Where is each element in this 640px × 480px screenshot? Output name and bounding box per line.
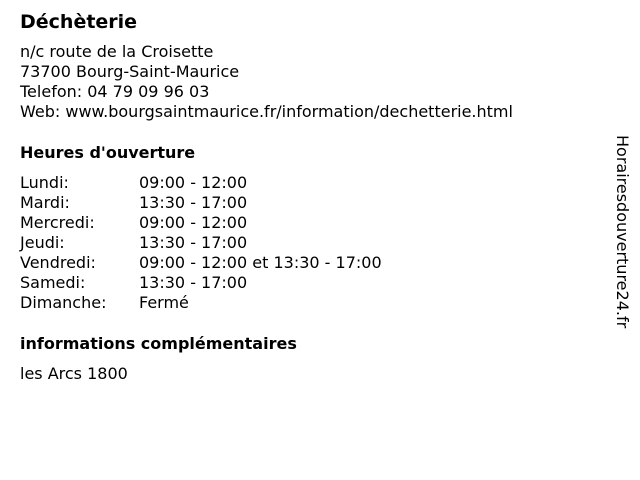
hours-time: 13:30 - 17:00 [139, 193, 248, 212]
hours-time: 13:30 - 17:00 [139, 273, 248, 292]
hours-day: Samedi: [20, 273, 86, 292]
hours-row-mercredi [20, 213, 600, 233]
info-text: les Arcs 1800 [20, 364, 128, 383]
phone-number: Telefon: 04 79 09 96 03 [20, 82, 210, 101]
page-title: Déchèterie [20, 11, 138, 33]
hours-row-jeudi [20, 233, 600, 253]
hours-day: Jeudi: [20, 233, 65, 252]
hours-row-mardi [20, 193, 600, 213]
hours-heading: Heures d'ouverture [20, 143, 196, 162]
site-watermark: Horairesdouverture24.fr [613, 135, 632, 329]
hours-table [20, 173, 600, 313]
hours-day: Mercredi: [20, 213, 95, 232]
hours-day: Lundi: [20, 173, 69, 192]
page-content [20, 10, 600, 384]
address-block [20, 42, 600, 122]
hours-time: 09:00 - 12:00 [139, 213, 248, 232]
hours-row-lundi [20, 173, 600, 193]
info-heading: informations complémentaires [20, 334, 297, 353]
hours-time: Fermé [139, 293, 189, 312]
hours-row-dimanche [20, 293, 600, 313]
website-link[interactable]: Web: www.bourgsaintmaurice.fr/information/dechetterie.html [20, 102, 513, 121]
address-city: 73700 Bourg-Saint-Maurice [20, 62, 240, 81]
hours-time: 09:00 - 12:00 et 13:30 - 17:00 [139, 253, 382, 272]
hours-day: Vendredi: [20, 253, 96, 272]
hours-time: 09:00 - 12:00 [139, 173, 248, 192]
hours-day: Mardi: [20, 193, 70, 212]
address-street: n/c route de la Croisette [20, 42, 214, 61]
hours-row-vendredi [20, 253, 600, 273]
hours-time: 13:30 - 17:00 [139, 233, 248, 252]
hours-day: Dimanche: [20, 293, 107, 312]
hours-row-samedi [20, 273, 600, 293]
